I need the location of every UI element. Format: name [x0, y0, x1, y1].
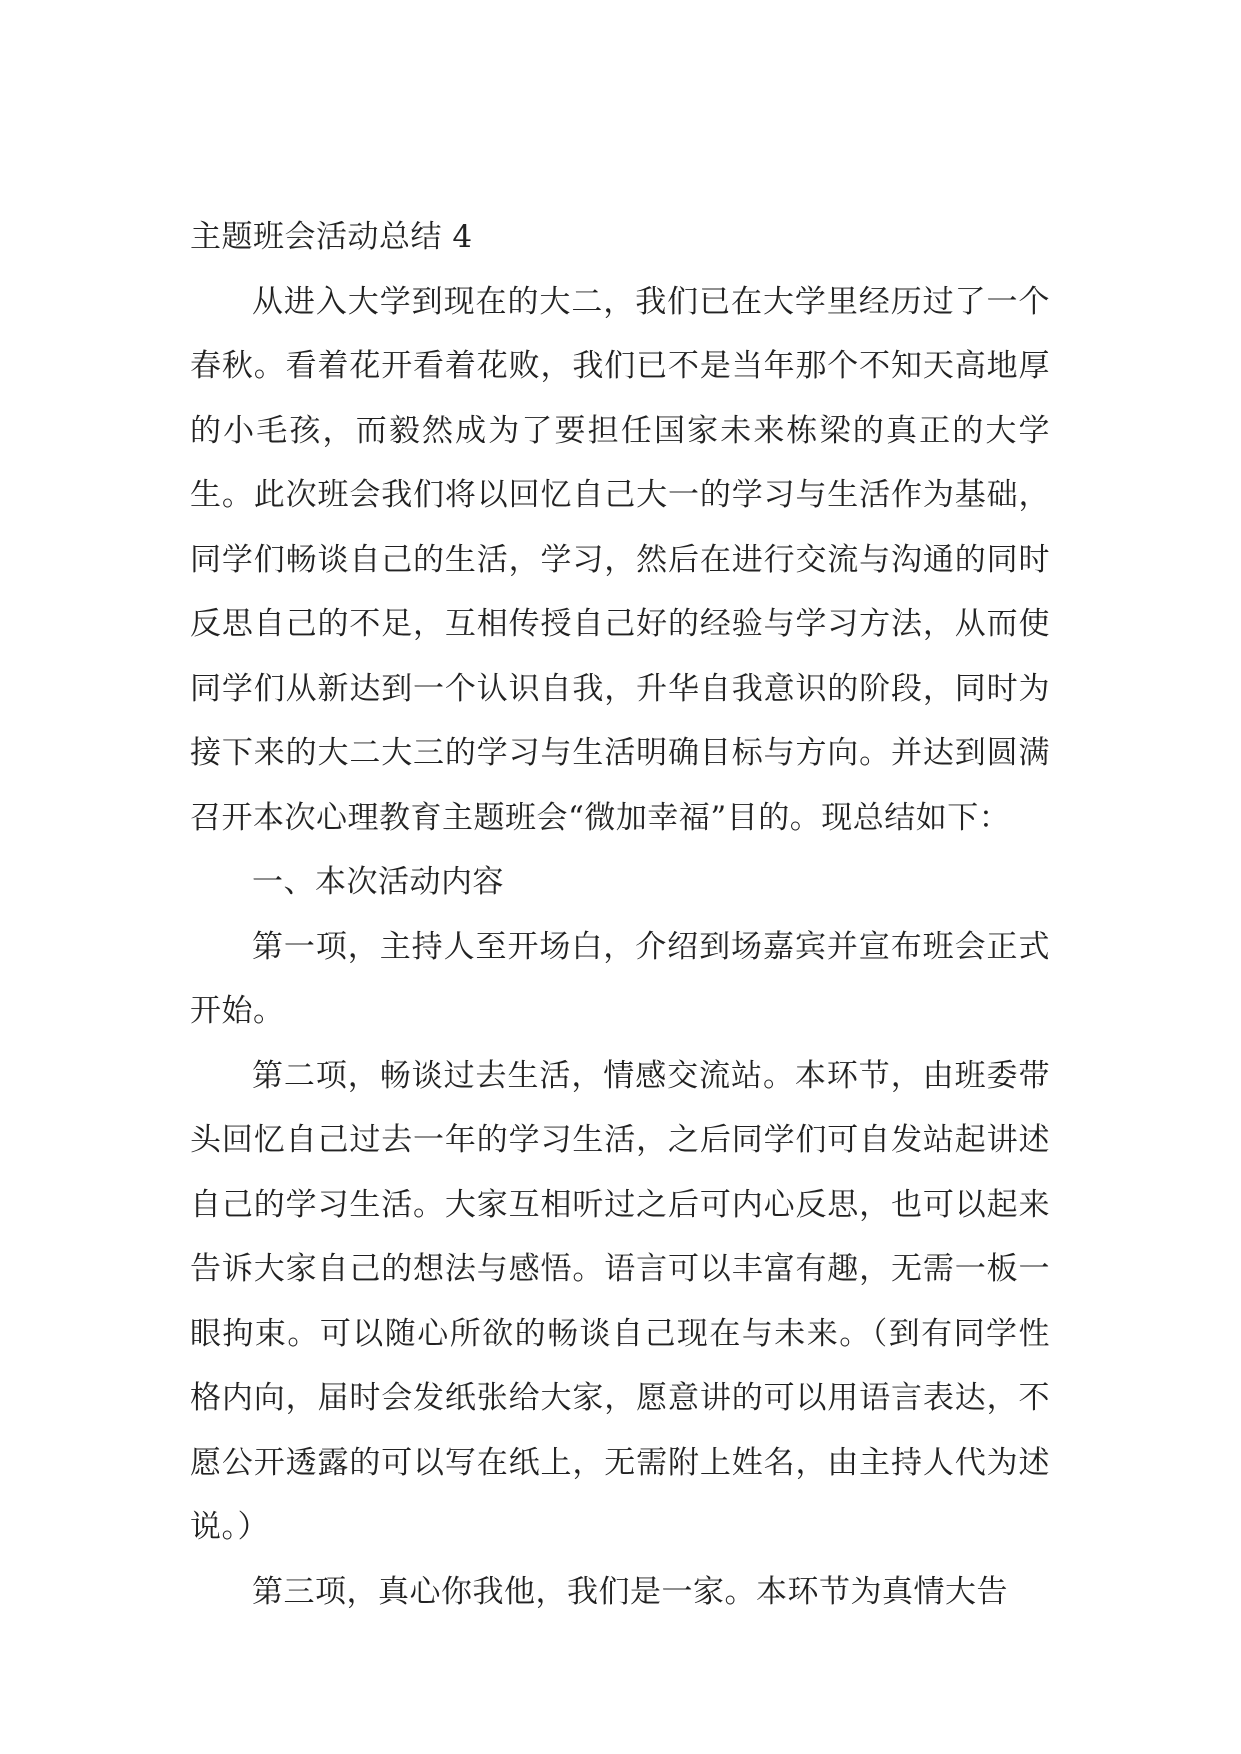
- section-heading: 一、本次活动内容: [252, 864, 504, 900]
- paragraph-item-2: 第二项，畅谈过去生活，情感交流站。本环节，由班委带头回忆自己过去一年的学习生活，之后同学们可自发站起讲述自己的学习生活。大家互相听过之后可内心反思，也可以起来告诉大家自己的想法与感悟。语言可以丰富有趣，无需一板一眼拘束。可以随心所欲的畅谈自己现在与未来。（到有同学性格内向，届时会发纸张给大家，愿意讲的可以用语言表达，不愿公开透露的可以写在纸上，无需附上姓名，由主持人代为述说。）: [190, 1057, 1050, 1545]
- paragraph-item-1: 第一项，主持人至开场白，介绍到场嘉宾并宣布班会正式开始。: [190, 928, 1050, 1029]
- document-title: 主题班会活动总结 4: [190, 219, 473, 255]
- document-body: [190, 205, 1050, 1624]
- paragraph-intro: 从进入大学到现在的大二，我们已在大学里经历过了一个春秋。看着花开看着花败，我们已不是当年那个不知天高地厚的小毛孩，而毅然成为了要担任国家未来栋梁的真正的大学生。此次班会我们将以回忆自己大一的学习与生活作为基础，同学们畅谈自己的生活，学习，然后在进行交流与沟通的同时反思自己的不足，互相传授自己好的经验与学习方法，从而使同学们从新达到一个认识自我，升华自我意识的阶段，同时为接下来的大二大三的学习与生活明确目标与方向。并达到圆满召开本次心理教育主题班会“微加幸福”目的。现总结如下：: [190, 283, 1050, 836]
- paragraph-item-3: 第三项，真心你我他，我们是一家。本环节为真情大告: [252, 1573, 1008, 1610]
